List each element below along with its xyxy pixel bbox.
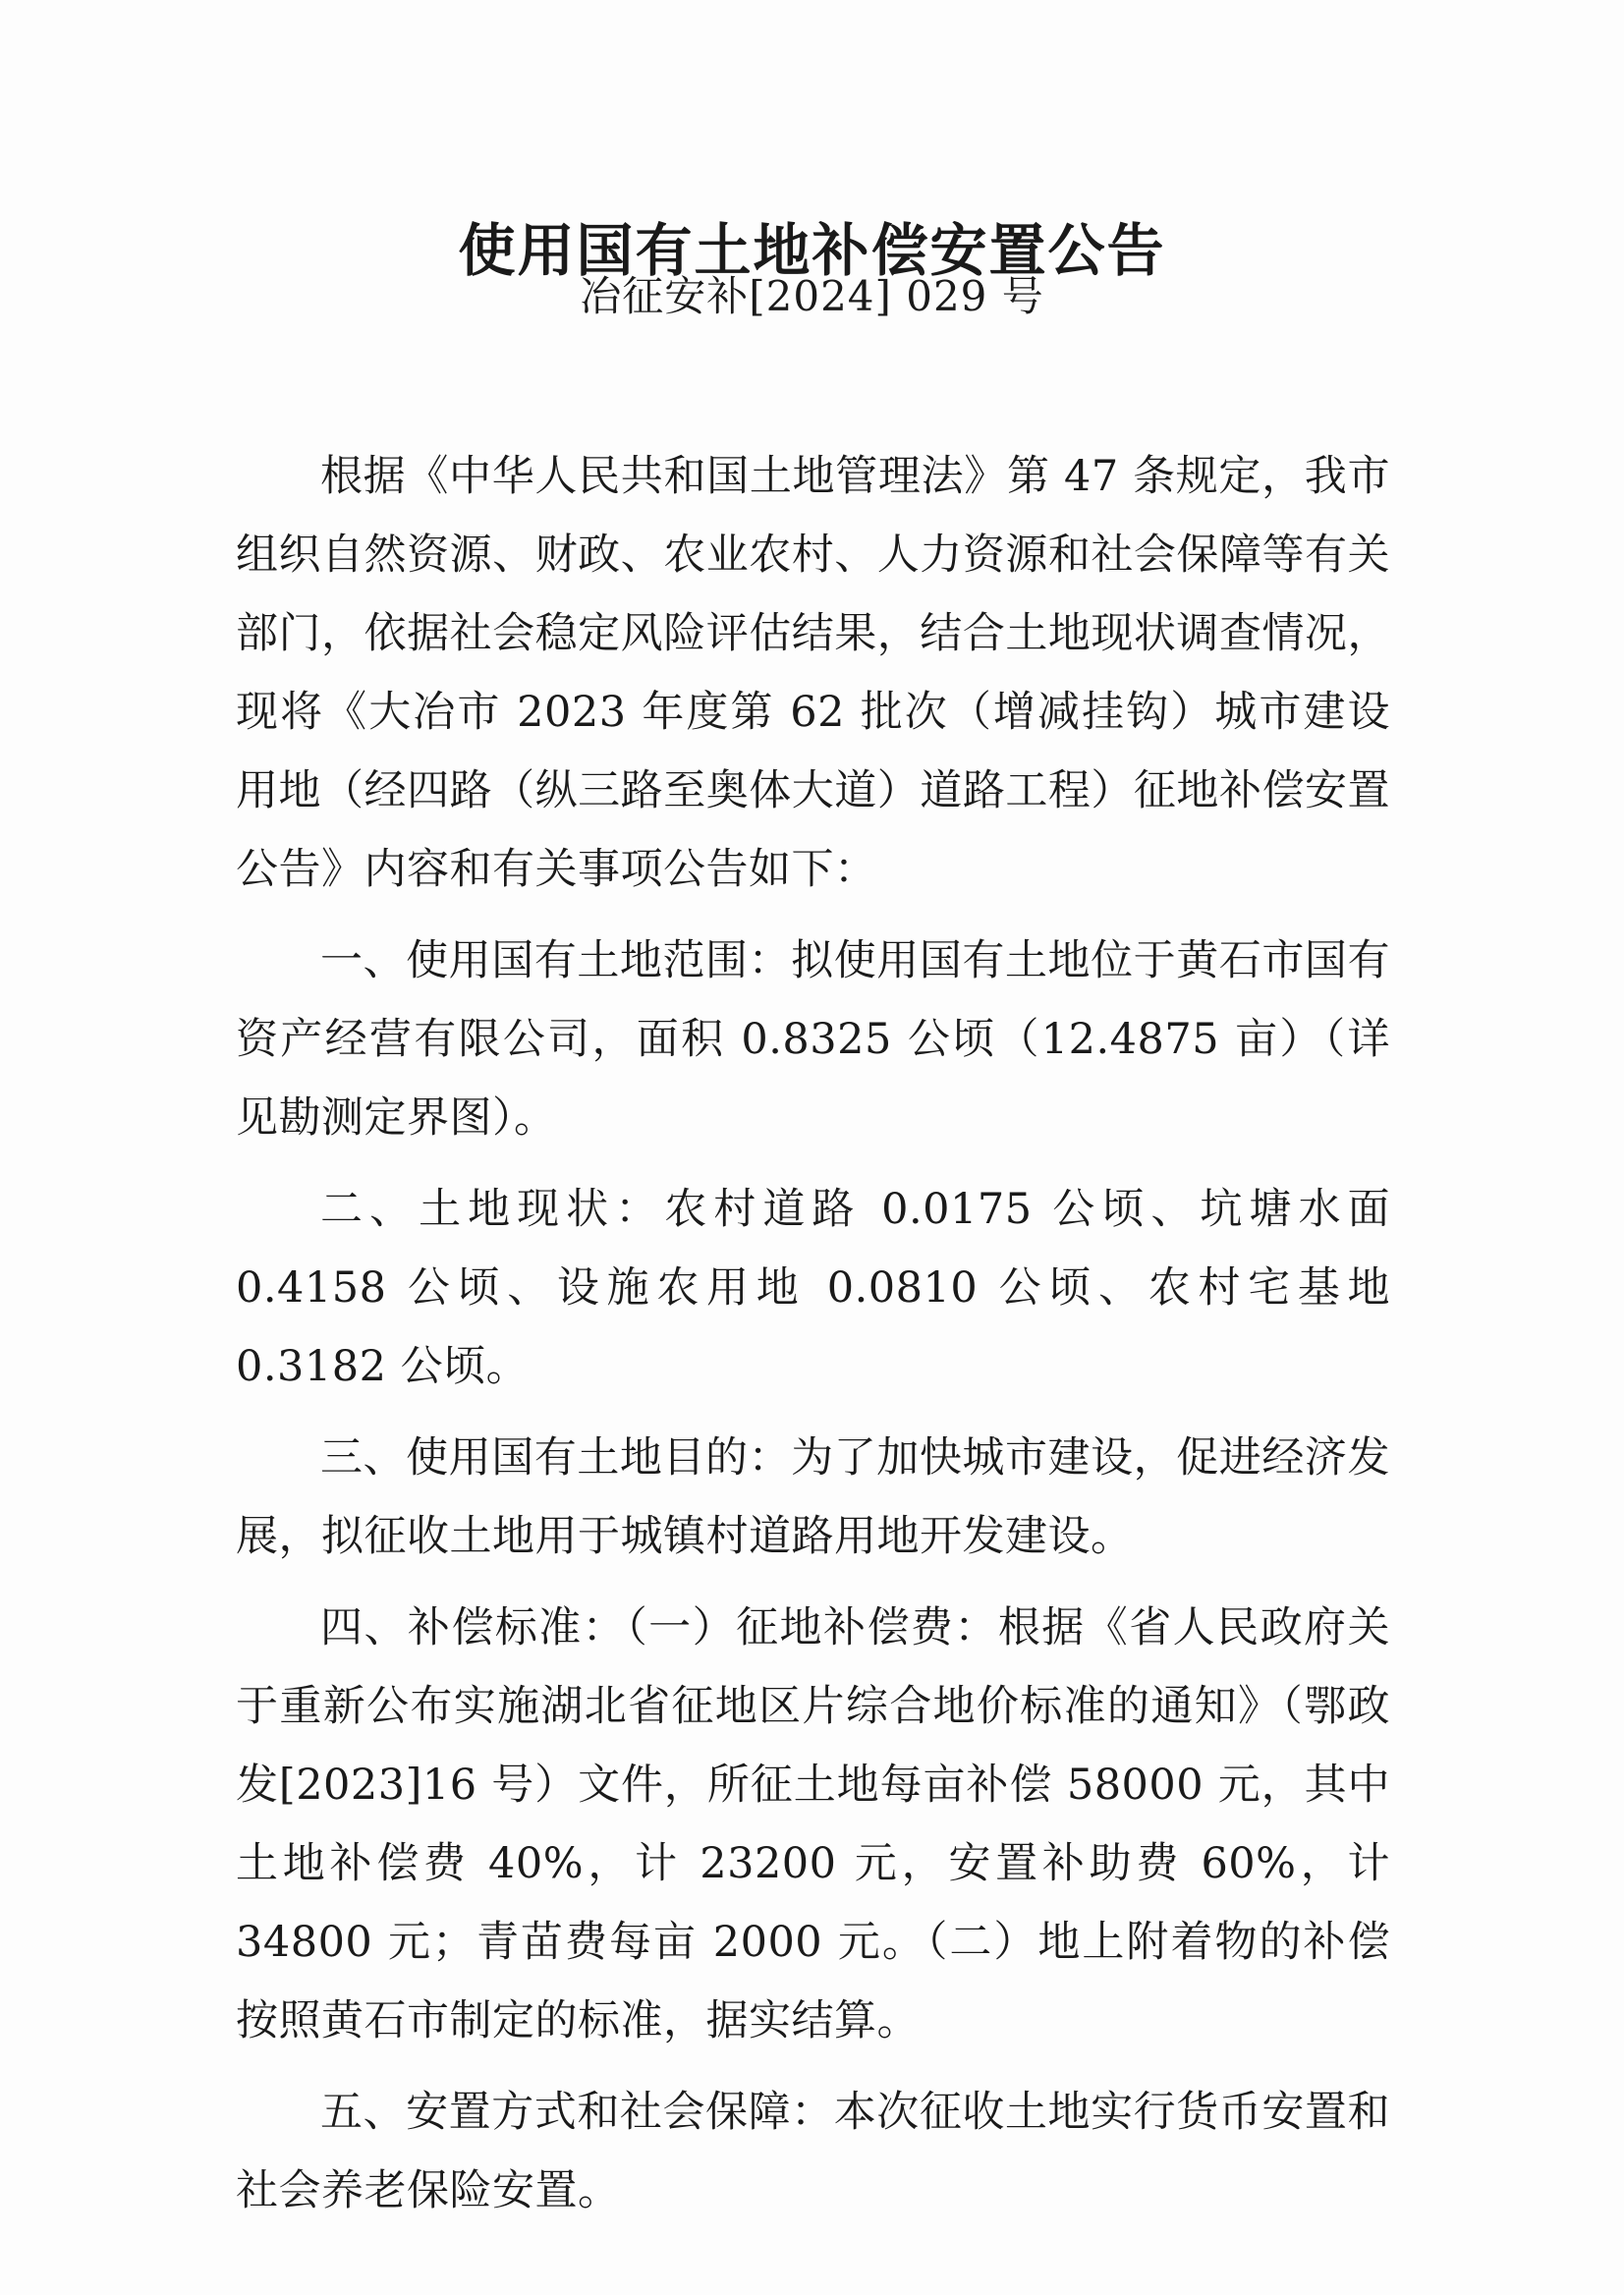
paragraph-compensation-standard: 四、补偿标准：（一）征地补偿费：根据《省人民政府关于重新公布实施湖北省征地区片综合地价标准的通知》（鄂政发[2023]16 号）文件，所征土地每亩补偿 58000 元，其中土地补偿费 40%，计 23200 元，安置补助费 60%，计 34800 元；青苗费每亩 2000 元。（二）地上附着物的补偿按照黄石市制定的标准，据实结算。 — [236, 1603, 1390, 2045]
paragraph-land-purpose: 三、使用国有土地目的：为了加快城市建设，促进经济发展，拟征收土地用于城镇村道路用地开发建设。 — [236, 1433, 1390, 1561]
document-body — [236, 437, 1390, 2230]
paragraph-intro: 根据《中华人民共和国土地管理法》第 47 条规定，我市组织自然资源、财政、农业农村、人力资源和社会保障等有关部门，依据社会稳定风险评估结果，结合土地现状调查情况，现将《大冶市 2023 年度第 62 批次（增减挂钩）城市建设用地（经四路（纵三路至奥体大道）道路工程）征地补偿安置公告》内容和有关事项公告如下： — [236, 452, 1390, 894]
paragraph-land-scope: 一、使用国有土地范围：拟使用国有土地位于黄石市国有资产经营有限公司，面积 0.8325 公顷（12.4875 亩）（详见勘测定界图）。 — [236, 936, 1390, 1143]
document-title: 使用国有土地补偿安置公告 — [458, 216, 1166, 284]
paragraph-land-status: 二、土地现状：农村道路 0.0175 公顷、坑塘水面 0.4158 公顷、设施农用地 0.0810 公顷、农村宅基地 0.3182 公顷。 — [236, 1185, 1390, 1391]
paragraph-resettlement: 五、安置方式和社会保障：本次征收土地实行货币安置和社会养老保险安置。 — [236, 2088, 1390, 2215]
document-number: 冶征安补[2024] 029 号 — [580, 272, 1044, 320]
